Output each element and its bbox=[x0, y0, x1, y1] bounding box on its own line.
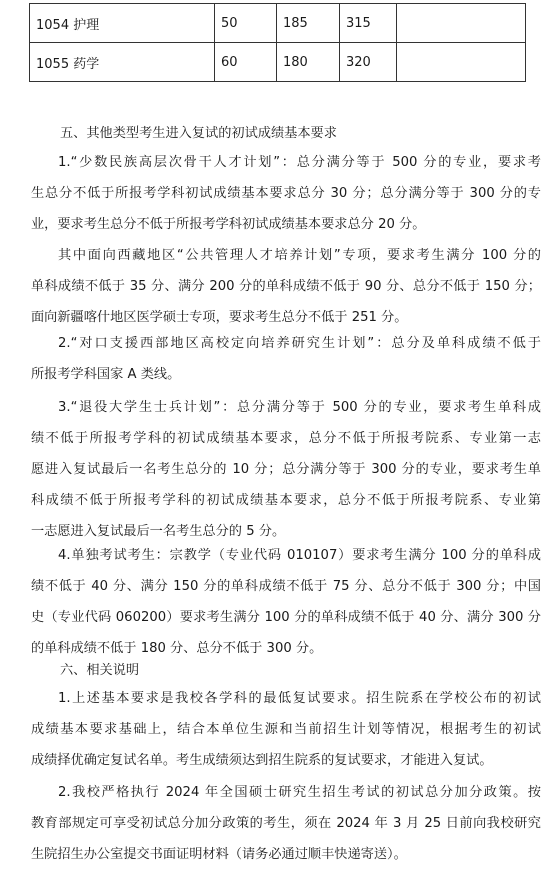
paragraph-line: 教育部规定可享受初试总分加分政策的考生，须在 2024 年 3 月 25 日前向我校研究 bbox=[31, 816, 541, 831]
section-heading-6: 六、相关说明 bbox=[60, 663, 140, 678]
paragraph-line: 成绩择优确定复试名单。考生成绩须达到招生院系的复试要求，才能进入复试。 bbox=[31, 753, 493, 768]
table-cell: 185 bbox=[276, 4, 339, 43]
paragraph-line: 2.我校严格执行 2024 年全国硕士研究生招生考试的初试总分加分政策。按 bbox=[58, 785, 541, 800]
table-cell-subject: 1055 药学 bbox=[30, 43, 215, 82]
table-cell: 60 bbox=[214, 43, 276, 82]
score-table bbox=[29, 3, 526, 82]
paragraph-line: 所报考学科国家 A 类线。 bbox=[31, 367, 181, 382]
table-cell: 180 bbox=[276, 43, 339, 82]
paragraph-line: 生院招生办公室提交书面证明材料（请务必通过顺丰快递寄送）。 bbox=[31, 847, 407, 862]
table-cell bbox=[396, 4, 525, 43]
table-cell bbox=[396, 43, 525, 82]
section-heading-5: 五、其他类型考生进入复试的初试成绩基本要求 bbox=[60, 126, 337, 141]
table-cell-subject: 1054 护理 bbox=[30, 4, 215, 43]
paragraph-line: 单科成绩不低于 35 分、满分 200 分的单科成绩不低于 90 分、总分不低于 150 分； bbox=[31, 279, 541, 294]
paragraph-line: 2.“对口支援西部地区高校定向培养研究生计划”：总分及单科成绩不低于 bbox=[58, 336, 541, 351]
paragraph-line: 生总分不低于所报考学科初试成绩基本要求总分 30 分；总分满分等于 300 分的专 bbox=[31, 186, 541, 201]
paragraph-line: 愿进入复试最后一名考生总分的 10 分；总分满分等于 300 分的专业，要求考生单 bbox=[31, 462, 541, 477]
paragraph-line: 1.上述基本要求是我校各学科的最低复试要求。招生院系在学校公布的初试 bbox=[58, 691, 541, 706]
paragraph-line: 4.单独考试考生：宗教学（专业代码 010107）要求考生满分 100 分的单科成 bbox=[58, 548, 541, 563]
table-row bbox=[30, 43, 526, 82]
paragraph-line: 业，要求考生总分不低于所报考学科初试成绩基本要求总分 20 分。 bbox=[31, 217, 426, 232]
paragraph-line: 其中面向西藏地区“公共管理人才培养计划”专项，要求考生满分 100 分的 bbox=[58, 248, 541, 263]
paragraph-5-3 bbox=[31, 328, 541, 390]
paragraph-line: 面向新疆喀什地区医学硕士专项，要求考生总分不低于 251 分。 bbox=[31, 310, 408, 325]
paragraph-line: 科成绩不低于所报考学科的初试成绩基本要求，总分不低于所报考院系、专业第 bbox=[31, 493, 541, 508]
paragraph-5-2 bbox=[31, 240, 541, 333]
paragraph-line: 1.“少数民族高层次骨干人才计划”：总分满分等于 500 分的专业，要求考 bbox=[58, 155, 541, 170]
paragraph-5-1 bbox=[31, 147, 541, 240]
paragraph-line: 绩不低于所报考学科的初试成绩基本要求，总分不低于所报考院系、专业第一志 bbox=[31, 431, 541, 446]
table-cell: 50 bbox=[214, 4, 276, 43]
table-cell: 320 bbox=[339, 43, 396, 82]
paragraph-5-4 bbox=[31, 392, 541, 547]
paragraph-line: 成绩基本要求基础上，结合本单位生源和当前招生计划等情况，根据考生的初试 bbox=[31, 722, 541, 737]
paragraph-6-2 bbox=[31, 777, 541, 870]
table-row bbox=[30, 4, 526, 43]
paragraph-line: 一志愿进入复试最后一名考生总分的 5 分。 bbox=[31, 524, 286, 539]
paragraph-line: 的单科成绩不低于 180 分、总分不低于 300 分。 bbox=[31, 641, 323, 656]
paragraph-5-5 bbox=[31, 540, 541, 664]
paragraph-line: 绩不低于 40 分、满分 150 分的单科成绩不低于 75 分、总分不低于 300 分；中国 bbox=[31, 579, 541, 594]
paragraph-6-1 bbox=[31, 683, 541, 776]
paragraph-line: 史（专业代码 060200）要求考生满分 100 分的单科成绩不低于 40 分、满分 300 分 bbox=[31, 610, 541, 625]
table-cell: 315 bbox=[339, 4, 396, 43]
paragraph-line: 3.“退役大学生士兵计划”：总分满分等于 500 分的专业，要求考生单科成 bbox=[58, 400, 541, 415]
